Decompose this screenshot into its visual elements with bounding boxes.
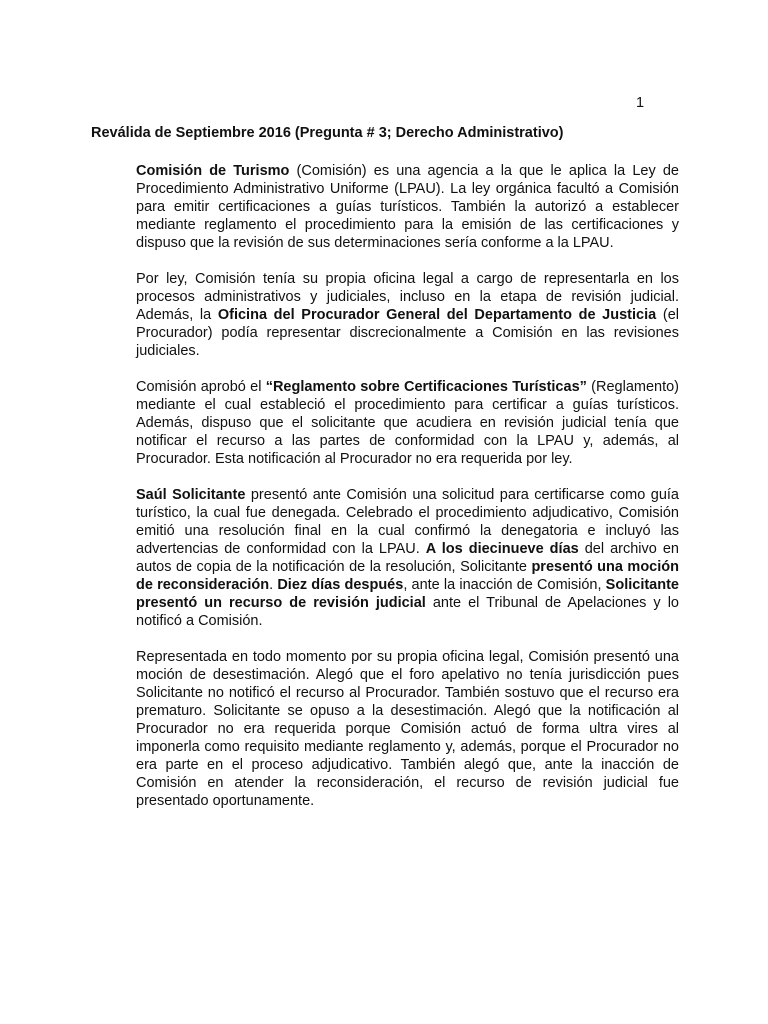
page-number: 1 bbox=[636, 95, 645, 111]
text-run: (el Procurador) podía representar discrecionalmente a Comisión en las revisiones judiciales. bbox=[136, 307, 679, 359]
text-run: presentó ante Comisión una solicitud para certificarse como guía turístico, la cual fue denegada. Celebrado el procedimiento adjudicativo, Comisión emitió una resolución final en la cual confirmó la denegatoria e incluyó las advertencias de conformidad con la LPAU. bbox=[136, 487, 679, 557]
paragraph-1 bbox=[136, 162, 679, 252]
text-run: Representada en todo momento por su propia oficina legal, Comisión presentó una moción de desestimación. Alegó que el foro apelativo no tenía jurisdicción pues Solicitante no notificó el recurso al Procurador. También sostuvo que el recurso era prematuro. Solicitante se opuso a la desestimación. Alegó que la notificación al Procurador no era requerida porque Comisión actuó de forma ultra vires al imponerla como requisito mediante reglamento y, además, porque el Procurador no era parte en el proceso adjudicativo. También alegó que, ante la inacción de Comisión en atender la reconsideración, el recurso de revisión judicial fue presentado oportunamente. bbox=[136, 649, 679, 809]
document-body bbox=[136, 162, 679, 828]
text-run: (Reglamento) mediante el cual estableció el procedimiento para certificar a guías turísticos. Además, dispuso que el solicitante que acudiera en revisión judicial tenía que notificar el recurso a las partes de conformidad con la LPAU y, además, al Procurador. Esta notificación al Procurador no era requerida por ley. bbox=[136, 379, 680, 467]
text-run: del archivo en autos de copia de la notificación de la resolución, Solicitante bbox=[136, 541, 679, 575]
text-run: ante el Tribunal de Apelaciones y lo notificó a Comisión. bbox=[136, 595, 679, 629]
text-run: (Comisión) es una agencia a la que le aplica la Ley de Procedimiento Administrativo Uniforme (LPAU). La ley orgánica facultó a Comisión para emitir certificaciones a guías turísticos. También la autorizó a establecer mediante reglamento el procedimiento para la emisión de las certificaciones y dispuso que la revisión de sus determinaciones sería conforme a la LPAU. bbox=[136, 163, 679, 251]
bold-text: Oficina del Procurador General del Departamento de Justicia bbox=[217, 307, 657, 323]
bold-text: “Reglamento sobre Certificaciones Turísticas” bbox=[265, 379, 587, 395]
document-title: Reválida de Septiembre 2016 (Pregunta # 3; Derecho Administrativo) bbox=[91, 125, 564, 141]
text-run: , ante la inacción de Comisión, bbox=[403, 577, 606, 593]
paragraph-3 bbox=[136, 378, 679, 468]
text-run: Comisión aprobó el bbox=[136, 379, 266, 395]
bold-text: presentó una moción de reconsideración bbox=[136, 559, 679, 593]
paragraph-5 bbox=[136, 648, 679, 810]
bold-text: Comisión de Turismo bbox=[136, 163, 290, 179]
paragraph-2 bbox=[136, 270, 679, 360]
bold-text: Solicitante presentó un recurso de revisión judicial bbox=[136, 577, 679, 611]
bold-text: A los diecinueve días bbox=[425, 541, 579, 557]
text-run: Por ley, Comisión tenía su propia oficina legal a cargo de representarla en los procesos administrativos y judiciales, incluso en la etapa de revisión judicial. Además, la bbox=[136, 271, 679, 323]
bold-text: Diez días después bbox=[277, 577, 404, 593]
bold-text: Saúl Solicitante bbox=[136, 487, 246, 503]
text-run: . bbox=[269, 577, 278, 593]
paragraph-4 bbox=[136, 486, 679, 630]
